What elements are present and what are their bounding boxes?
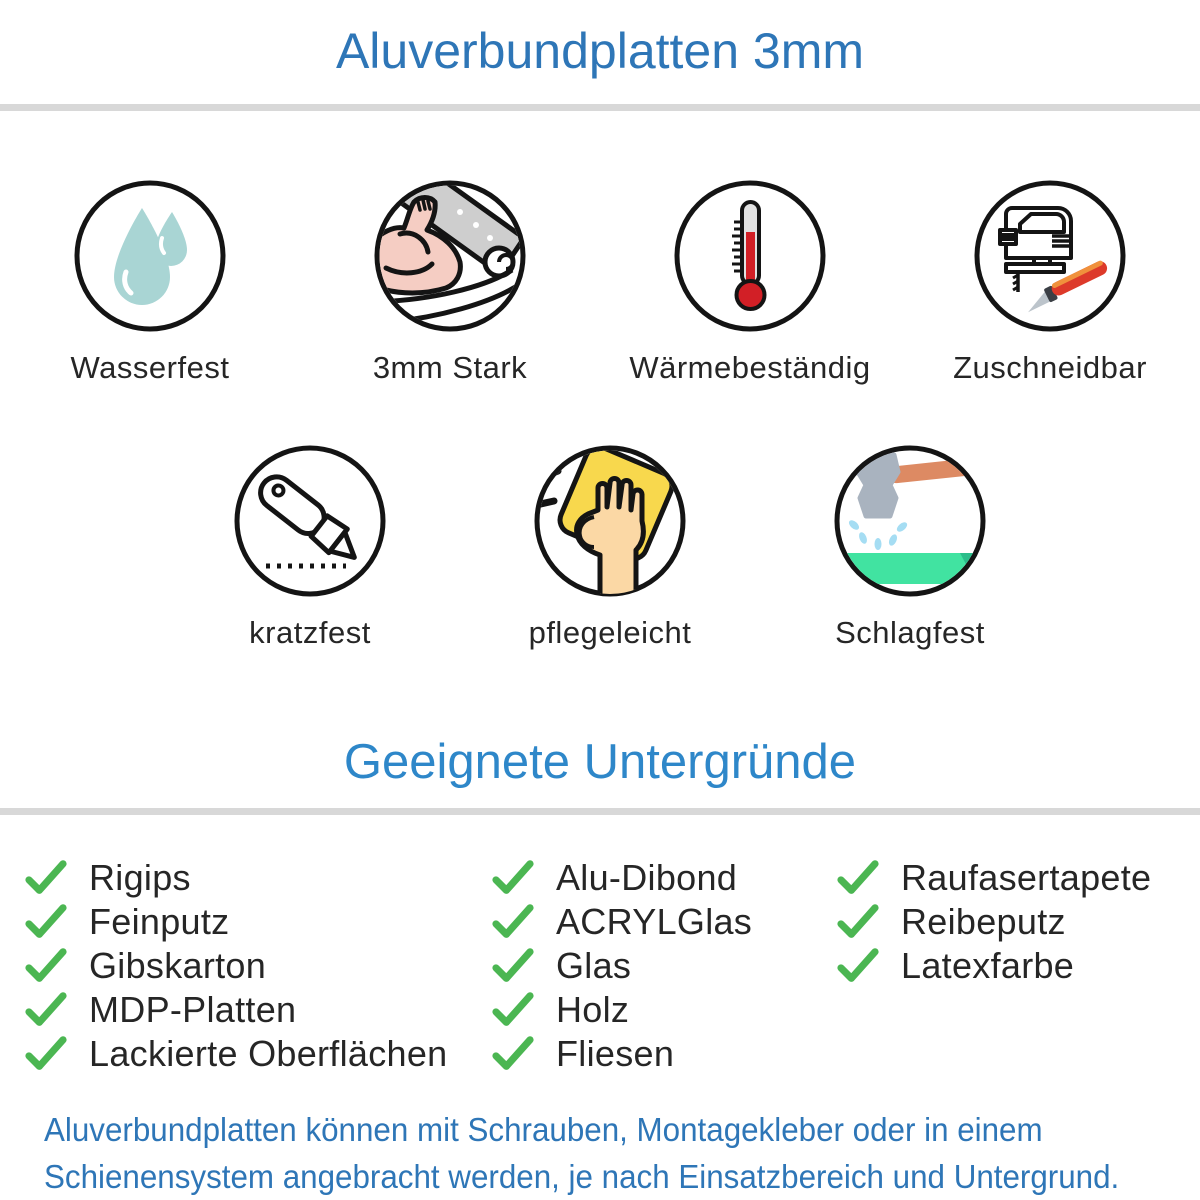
- list-item: [492, 944, 752, 988]
- feature-label: Wärmebeständig: [629, 350, 871, 385]
- list-item: [837, 856, 1151, 900]
- list-item-label: Fliesen: [556, 1033, 675, 1074]
- thermometer-icon: [672, 178, 828, 334]
- divider-top: [0, 104, 1200, 111]
- list-item-label: Gibskarton: [89, 945, 267, 986]
- divider-middle: [0, 808, 1200, 815]
- checkmark-icon: [492, 860, 534, 896]
- mounting-note-line-1: Aluverbundplatten können mit Schrauben, Montagekleber oder in einem: [44, 1111, 1043, 1148]
- mounting-note: [44, 1106, 1119, 1200]
- list-item: [492, 988, 752, 1032]
- list-item-label: Lackierte Oberflächen: [89, 1033, 448, 1074]
- checkmark-icon: [837, 860, 879, 896]
- feature-waterproof: [0, 178, 300, 386]
- feature-impact-proof: [760, 443, 1060, 651]
- substrates-column-1: [25, 856, 448, 1076]
- checkmark-icon: [25, 992, 67, 1028]
- substrates-column-2: [492, 856, 752, 1076]
- list-item-label: Latexfarbe: [901, 945, 1075, 986]
- feature-heat-resistant: [600, 178, 900, 386]
- list-item-label: ACRYLGlas: [556, 901, 753, 942]
- list-item: [492, 856, 752, 900]
- mounting-note-line-2: Schienensystem angebracht werden, je nach Einsatzbereich und Untergrund.: [44, 1158, 1120, 1195]
- feature-label: Schlagfest: [835, 615, 985, 650]
- page-title: Aluverbundplatten 3mm: [335, 23, 865, 79]
- feature-label: 3mm Stark: [372, 350, 528, 385]
- checkmark-icon: [492, 1036, 534, 1072]
- list-item: [25, 944, 448, 988]
- substrates-heading: Geeignete Untergründe: [343, 735, 857, 789]
- list-item: [492, 900, 752, 944]
- feature-label: Zuschneidbar: [953, 350, 1147, 385]
- feature-scratch-proof: [160, 443, 460, 651]
- hand-cloth-icon: [532, 443, 688, 599]
- jigsaw-cutter-icon: [972, 178, 1128, 334]
- list-item: [837, 900, 1151, 944]
- feature-label: pflegeleicht: [528, 615, 692, 650]
- list-item: [25, 900, 448, 944]
- list-item: [837, 944, 1151, 988]
- list-item-label: MDP-Platten: [89, 989, 297, 1030]
- checkmark-icon: [837, 948, 879, 984]
- checkmark-icon: [25, 904, 67, 940]
- checkmark-icon: [837, 904, 879, 940]
- list-item: [25, 1032, 448, 1076]
- feature-easy-care: [460, 443, 760, 651]
- checkmark-icon: [492, 904, 534, 940]
- water-drops-icon: [72, 178, 228, 334]
- feature-label: Wasserfest: [70, 350, 230, 385]
- substrates-column-3: [837, 856, 1151, 988]
- checkmark-icon: [492, 948, 534, 984]
- list-item-label: Rigips: [89, 857, 191, 898]
- utility-knife-icon: [232, 443, 388, 599]
- list-item: [25, 856, 448, 900]
- checkmark-icon: [492, 992, 534, 1028]
- feature-row-1: [0, 178, 1200, 386]
- list-item-label: Raufasertapete: [901, 857, 1152, 898]
- list-item-label: Reibeputz: [901, 901, 1066, 942]
- feature-3mm-strong: [300, 178, 600, 386]
- list-item-label: Alu-Dibond: [556, 857, 738, 898]
- list-item-label: Holz: [556, 989, 630, 1030]
- list-item-label: Glas: [556, 945, 632, 986]
- feature-cuttable: [900, 178, 1200, 386]
- list-item: [25, 988, 448, 1032]
- checkmark-icon: [25, 860, 67, 896]
- feature-row-2: [160, 443, 1060, 651]
- checkmark-icon: [25, 948, 67, 984]
- list-item: [492, 1032, 752, 1076]
- flexed-arm-panel-icon: [372, 178, 528, 334]
- feature-label: kratzfest: [249, 615, 371, 650]
- list-item-label: Feinputz: [89, 901, 230, 942]
- checkmark-icon: [25, 1036, 67, 1072]
- hammer-impact-icon: [832, 443, 988, 599]
